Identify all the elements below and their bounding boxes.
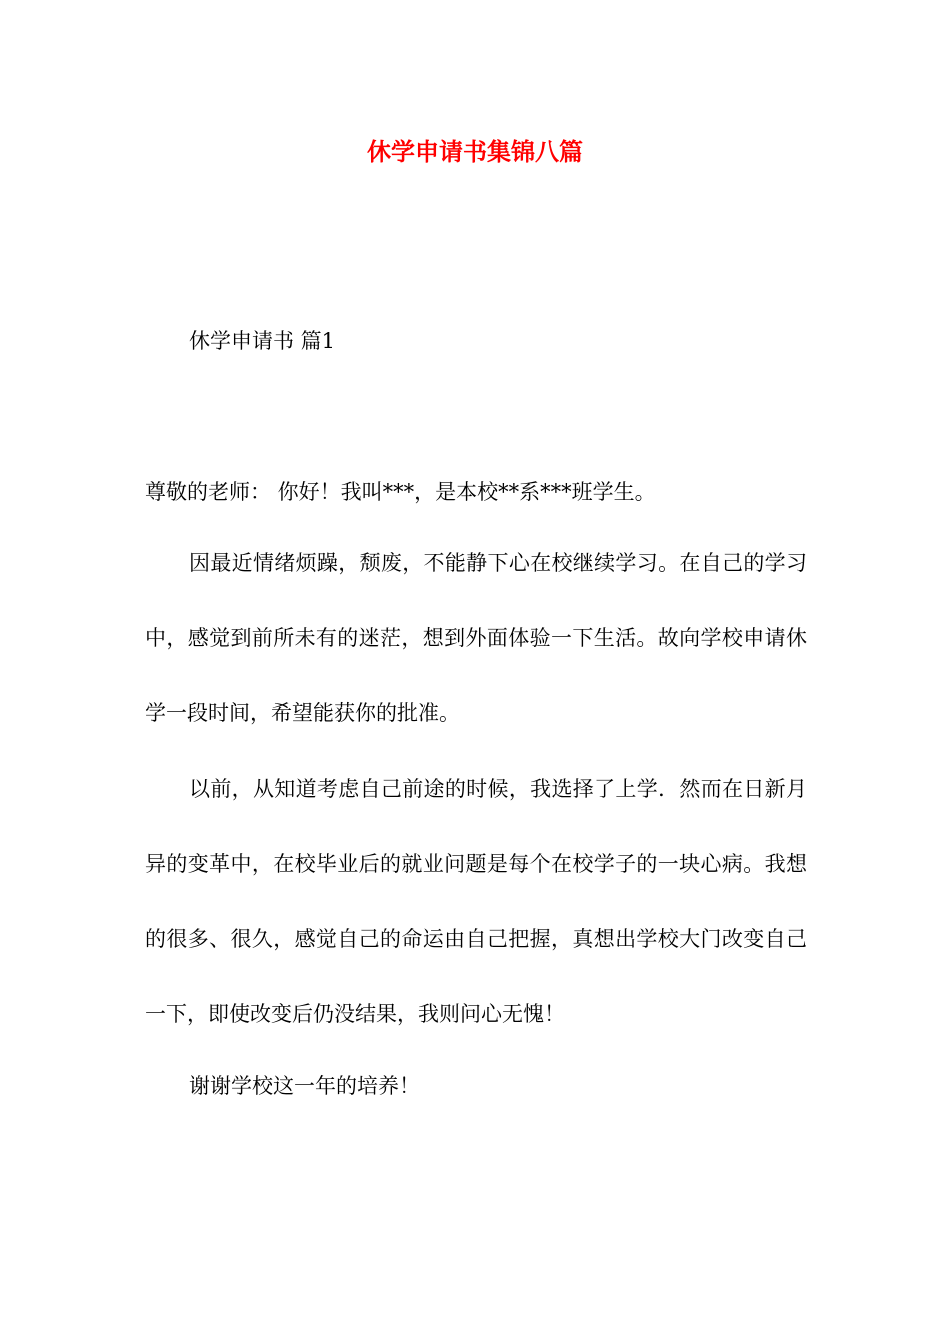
body-paragraph-1: 因最近情绪烦躁，颓废，不能静下心在校继续学习。在自己的学习中，感觉到前所未有的迷茫，想到外面体验一下生活。故向学校申请休学一段时间，希望能获你的批准。 — [145, 551, 807, 725]
thanks-line: 谢谢学校这一年的培养！ — [189, 1074, 420, 1098]
greeting-line: 尊敬的老师： 你好！我叫***，是本校**系***班学生。 — [145, 480, 656, 504]
body-paragraph-2: 以前，从知道考虑自己前途的时候，我选择了上学．然而在日新月异的变革中，在校毕业后的就业问题是每个在校学子的一块心病。我想的很多、很久，感觉自己的命运由自己把握，真想出学校大门改变自己一下，即使改变后仍没结果，我则问心无愧！ — [145, 777, 807, 1026]
document-title: 休学申请书集锦八篇 — [367, 137, 583, 166]
section-heading: 休学申请书 篇1 — [189, 329, 336, 353]
